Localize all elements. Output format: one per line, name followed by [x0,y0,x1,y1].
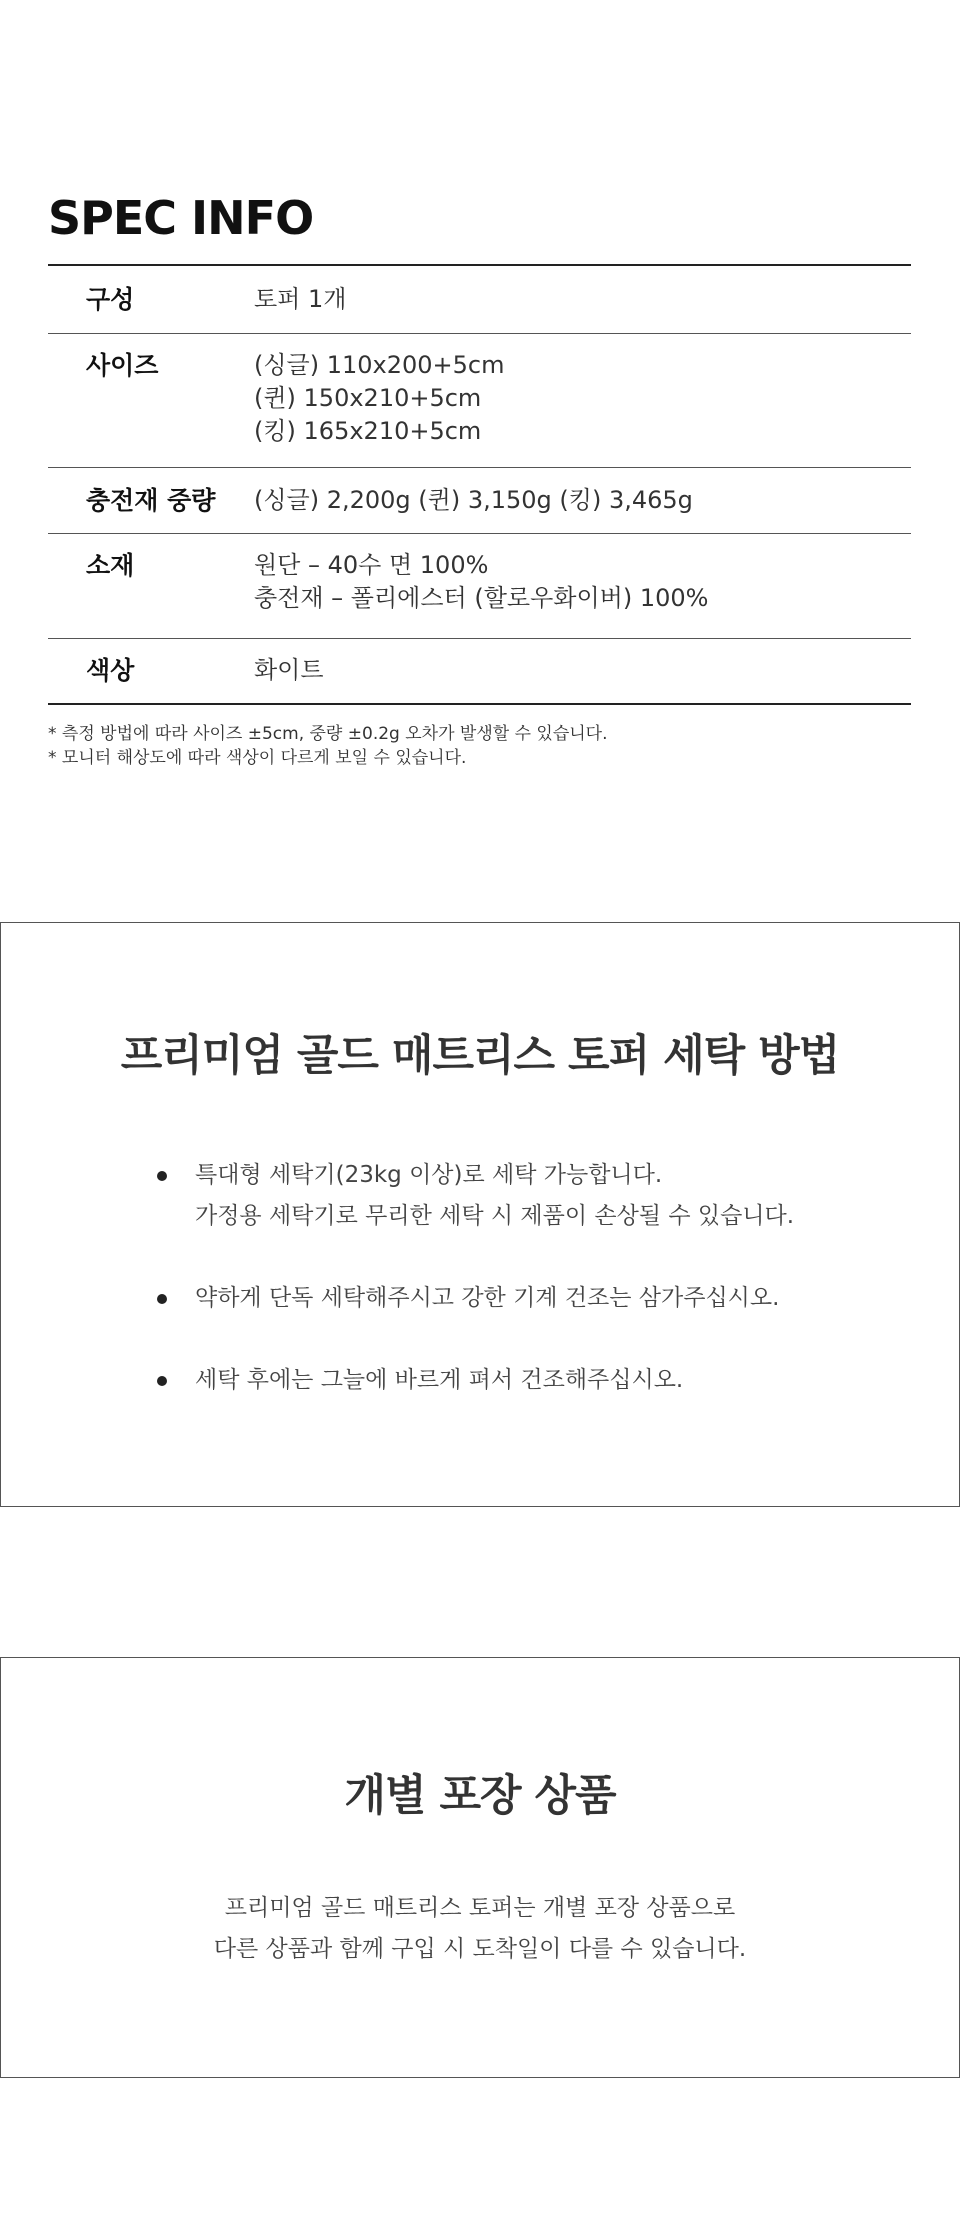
packaging-notice-box [0,1657,960,2078]
spec-value [254,349,911,467]
list-item-text: 약하게 단독 세탁해주시고 강한 기계 건조는 삼가주십시오. [195,1285,780,1311]
spec-label: 구성 [86,285,135,314]
spec-value-line: (킹) 165x210+5cm [254,417,482,445]
spec-value [254,484,911,533]
spec-label: 색상 [86,656,135,685]
spec-row-fill-weight [48,468,911,534]
spec-note: * 측정 방법에 따라 사이즈 ±5cm, 중량 ±0.2g 오차가 발생할 수 있습니다. [48,724,608,744]
packaging-line: 다른 상품과 함께 구입 시 도착일이 다를 수 있습니다. [213,1936,747,1962]
bullet-icon [157,1294,167,1304]
spec-value-line: 토퍼 1개 [254,285,347,313]
spec-value [254,283,911,333]
spec-row-color [48,639,911,703]
list-item [151,1155,911,1237]
list-item [151,1360,911,1401]
spec-info-title: SPEC INFO [48,191,314,245]
spec-value [254,549,911,638]
list-item [151,1278,911,1319]
spec-value-line: (싱글) 110x200+5cm [254,351,505,379]
spec-value-line: 화이트 [254,656,324,684]
spec-value-line: (싱글) 2,200g (퀸) 3,150g (킹) 3,465g [254,486,693,514]
spec-row-size [48,334,911,468]
spec-note: * 모니터 해상도에 따라 색상이 다르게 보일 수 있습니다. [48,748,467,768]
spec-table [48,264,911,705]
spec-value-line: 충전재 – 폴리에스터 (할로우화이버) 100% [254,584,709,612]
spec-value-line: (퀸) 150x210+5cm [254,384,482,412]
washing-instructions-box [0,922,960,1507]
spec-value [254,654,911,703]
spec-label: 소재 [86,551,135,580]
packaging-title: 개별 포장 상품 [344,1771,616,1821]
spec-row-composition [48,266,911,334]
spec-row-material [48,534,911,639]
spec-notes [48,722,608,770]
list-item-text: 가정용 세탁기로 무리한 세탁 시 제품이 손상될 수 있습니다. [195,1203,795,1229]
bullet-icon [157,1171,167,1181]
packaging-text [1,1888,959,1970]
bullet-icon [157,1376,167,1386]
washing-list [151,1155,911,1442]
washing-title: 프리미엄 골드 매트리스 토퍼 세탁 방법 [120,1031,840,1081]
spec-label: 충전재 중량 [86,486,216,515]
list-item-text: 세탁 후에는 그늘에 바르게 펴서 건조해주십시오. [195,1367,684,1393]
packaging-line: 프리미엄 골드 매트리스 토퍼는 개별 포장 상품으로 [224,1895,736,1921]
list-item-text: 특대형 세탁기(23kg 이상)로 세탁 가능합니다. [195,1162,663,1188]
spec-value-line: 원단 – 40수 면 100% [254,551,489,579]
spec-label: 사이즈 [86,351,159,380]
